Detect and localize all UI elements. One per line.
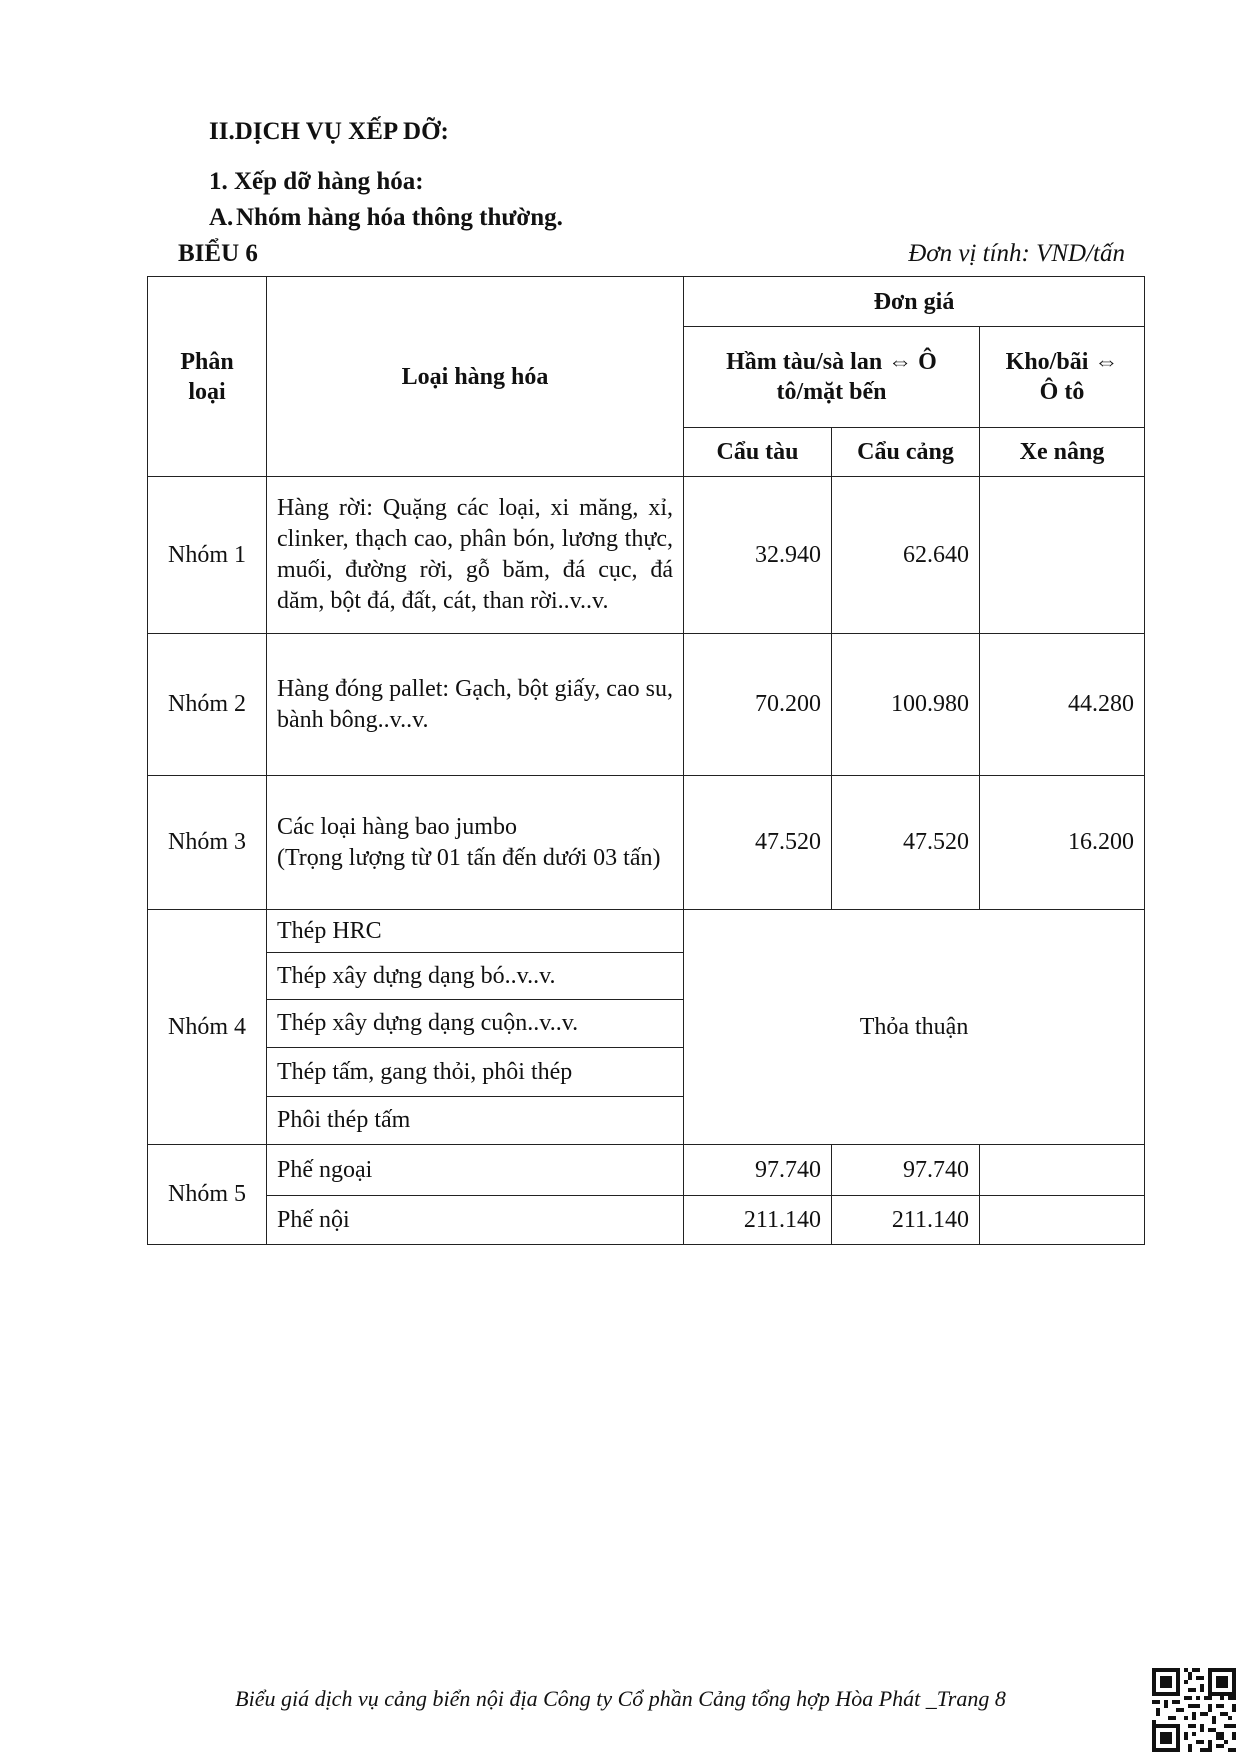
header-forklift: Xe nâng [980, 428, 1145, 477]
table-row [148, 1196, 1145, 1245]
goods-description: Thép xây dựng dạng bó..v..v. [267, 953, 684, 1000]
ship-crane-price: 70.200 [684, 634, 832, 776]
group-title-text: Nhóm hàng hóa thông thường. [236, 204, 563, 231]
goods-description-line: Các loại hàng bao jumbo [277, 813, 517, 840]
qr-code-icon [1152, 1668, 1236, 1752]
group-name: Nhóm 5 [148, 1145, 267, 1245]
port-crane-price: 100.980 [832, 634, 980, 776]
header-row-1 [148, 277, 1145, 327]
ship-crane-price: 211.140 [684, 1196, 832, 1245]
goods-description: Phôi thép tấm [267, 1097, 684, 1145]
agreement-price: Thỏa thuận [684, 910, 1145, 1145]
subsection-title: 1. Xếp dỡ hàng hóa: [209, 168, 424, 195]
ship-crane-price: 32.940 [684, 477, 832, 634]
port-crane-price: 97.740 [832, 1145, 980, 1196]
forklift-price [980, 477, 1145, 634]
group-name: Nhóm 2 [148, 634, 267, 776]
goods-description: Thép xây dựng dạng cuộn..v..v. [267, 1000, 684, 1048]
ship-crane-price: 97.740 [684, 1145, 832, 1196]
header-yard-to-truck: Kho/bãi ⇔ Ô tô [980, 327, 1145, 428]
forklift-price [980, 1145, 1145, 1196]
table-row [148, 910, 1145, 953]
price-table [147, 276, 1145, 1245]
table-row [148, 1145, 1145, 1196]
goods-description [267, 776, 684, 910]
page-footer: Biểu giá dịch vụ cảng biển nội địa Công ty Cổ phần Cảng tổng hợp Hòa Phát _Trang 8 [235, 1686, 1006, 1711]
header-unit-price: Đơn giá [684, 277, 1145, 327]
goods-description: Hàng đóng pallet: Gạch, bột giấy, cao su, bành bông..v..v. [267, 634, 684, 776]
header-hold-to-truck: Hầm tàu/sà lan ⇔ Ô tô/mặt bến [684, 327, 980, 428]
goods-description-line: (Trọng lượng từ 01 tấn đến dưới 03 tấn) [277, 844, 661, 871]
group-title [209, 204, 563, 232]
goods-description: Phế ngoại [267, 1145, 684, 1196]
forklift-price [980, 1196, 1145, 1245]
goods-description: Phế nội [267, 1196, 684, 1245]
group-marker: A. [209, 204, 234, 231]
header-ship-crane: Cẩu tàu [684, 428, 832, 477]
forklift-price: 16.200 [980, 776, 1145, 910]
section-title: II.DỊCH VỤ XẾP DỠ: [209, 118, 449, 145]
goods-description: Hàng rời: Quặng các loại, xi măng, xỉ, clinker, thạch cao, phân bón, lương thực, muối, đường rời, gỗ băm, đá cục, đá dăm, bột đá, đất, cát, than rời..v..v. [267, 477, 684, 634]
table-row [148, 477, 1145, 634]
group-name: Nhóm 3 [148, 776, 267, 910]
port-crane-price: 211.140 [832, 1196, 980, 1245]
port-crane-price: 62.640 [832, 477, 980, 634]
port-crane-price: 47.520 [832, 776, 980, 910]
table-row [148, 634, 1145, 776]
header-port-crane: Cẩu cảng [832, 428, 980, 477]
header-goods-type: Loại hàng hóa [267, 277, 684, 477]
unit-note: Đơn vị tính: VND/tấn [908, 240, 1125, 267]
table-label: BIỂU 6 [178, 240, 258, 267]
table-row [148, 776, 1145, 910]
group-name: Nhóm 1 [148, 477, 267, 634]
goods-description: Thép HRC [267, 910, 684, 953]
forklift-price: 44.280 [980, 634, 1145, 776]
header-category: Phân loại [148, 277, 267, 477]
ship-crane-price: 47.520 [684, 776, 832, 910]
goods-description: Thép tấm, gang thỏi, phôi thép [267, 1048, 684, 1097]
group-name: Nhóm 4 [148, 910, 267, 1145]
